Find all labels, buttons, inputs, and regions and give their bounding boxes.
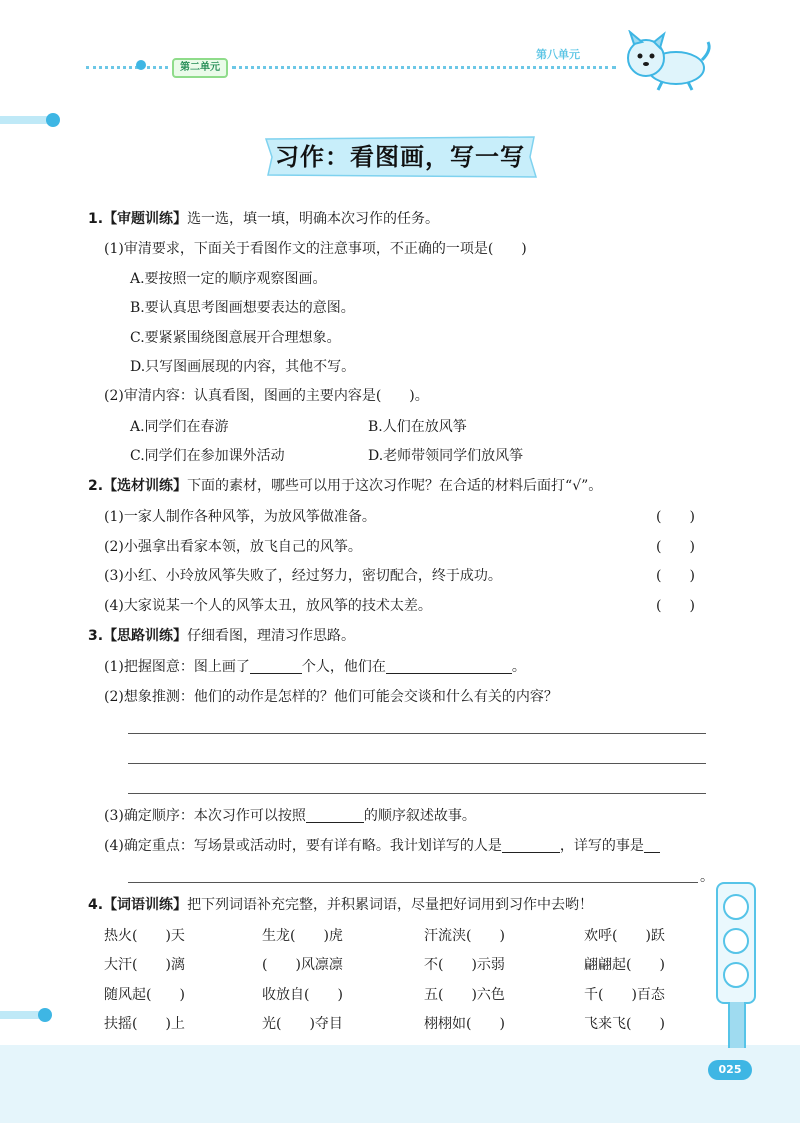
- dog-mascot-icon: [618, 30, 714, 94]
- idiom-item[interactable]: 翩翩起( ): [584, 957, 665, 973]
- q2-text: 下面的素材，哪些可以用于这次习作呢？在合适的材料后面打“√”。: [187, 478, 603, 494]
- q2-number: 2.: [88, 478, 104, 494]
- traffic-light-lamp-icon: [723, 928, 749, 954]
- header-dotted-line: [232, 66, 616, 69]
- q4-tag: 【词语训练】: [103, 897, 188, 913]
- traffic-light-lamp-icon: [723, 894, 749, 920]
- idiom-item[interactable]: 飞来飞( ): [584, 1016, 665, 1032]
- q3-sub3-part-a: (3)确定顺序：本次习作可以按照: [104, 808, 306, 824]
- blank-detailed-event[interactable]: [644, 838, 660, 853]
- q2-heading: [88, 476, 602, 496]
- idiom-item[interactable]: 千( )百态: [584, 987, 665, 1003]
- page-title: 习作：看图画，写一写: [275, 143, 525, 171]
- q3-sub4-part-b: ，详写的事是: [559, 838, 644, 854]
- idiom-item[interactable]: 生龙( )虎: [262, 928, 343, 944]
- q3-heading: [88, 626, 355, 646]
- q3-sub1: [104, 657, 526, 677]
- q3-sub3-part-b: 的顺序叙述故事。: [363, 808, 476, 824]
- q2-item-3: (3)小红、小玲放风筝失败了，经过努力，密切配合，终于成功。: [104, 568, 502, 584]
- idiom-item[interactable]: 欢呼( )跃: [584, 928, 665, 944]
- q1-sub2-option-c: C.同学们在参加课外活动: [130, 448, 285, 464]
- left-deco-dot-icon: [38, 1008, 52, 1022]
- writing-line[interactable]: [128, 793, 706, 794]
- q1-sub2-option-b: B.人们在放风筝: [368, 419, 467, 435]
- blank-activity[interactable]: [386, 659, 512, 674]
- unit-badge-left: 第二单元: [172, 58, 228, 78]
- q3-tag: 【思路训练】: [103, 628, 188, 644]
- traffic-light-pole: [728, 1002, 746, 1048]
- q4-heading: [88, 895, 593, 915]
- q1-sub2-option-d: D.老师带领同学们放风筝: [368, 448, 524, 464]
- q3-number: 3.: [88, 628, 104, 644]
- q2-item-1: (1)一家人制作各种风筝，为放风筝做准备。: [104, 509, 376, 525]
- q1-text: 选一选，填一填，明确本次习作的任务。: [187, 211, 440, 227]
- header-dot-icon: [136, 60, 146, 70]
- q3-sub4-end: 。: [700, 869, 714, 885]
- left-deco-bar: [0, 116, 52, 124]
- page-number: 025: [708, 1060, 752, 1080]
- traffic-light-icon: [716, 882, 756, 1004]
- idiom-item[interactable]: 不( )示弱: [424, 957, 505, 973]
- writing-line[interactable]: [128, 882, 698, 883]
- q4-text: 把下列词语补充完整，并积累词语，尽量把好词用到习作中去哟！: [187, 897, 594, 913]
- q1-number: 1.: [88, 211, 104, 227]
- q2-tag: 【选材训练】: [103, 478, 188, 494]
- blank-order[interactable]: [306, 808, 364, 823]
- idiom-item[interactable]: 光( )夺目: [262, 1016, 343, 1032]
- blank-people-count[interactable]: [250, 659, 302, 674]
- q2-answer-paren-3[interactable]: ( ): [656, 568, 695, 584]
- header-dotted-line: [86, 66, 168, 69]
- q1-sub1-option-c: C.要紧紧围绕图意展开合理想象。: [130, 330, 341, 346]
- q3-sub1-part-c: 。: [511, 659, 526, 675]
- q3-sub4-part-a: (4)确定重点：写场景或活动时，要有详有略。我计划详写的人是: [104, 838, 502, 854]
- q1-sub1-option-b: B.要认真思考图画想要表达的意图。: [130, 300, 355, 316]
- bottom-band: [0, 1045, 800, 1123]
- q2-answer-paren-2[interactable]: ( ): [656, 539, 695, 555]
- q1-tag: 【审题训练】: [103, 211, 188, 227]
- left-deco-dot-icon: [46, 113, 60, 127]
- q3-sub2: (2)想象推测：他们的动作是怎样的？他们可能会交谈和什么有关的内容？: [104, 689, 558, 705]
- unit-label-right: 第八单元: [536, 48, 580, 61]
- idiom-item[interactable]: 热火( )天: [104, 928, 185, 944]
- q3-sub3: [104, 806, 476, 826]
- q3-sub1-part-a: (1)把握图意：图上画了: [104, 659, 250, 675]
- q1-sub1: (1)审清要求，下面关于看图作文的注意事项，不正确的一项是( ): [104, 241, 527, 257]
- writing-line[interactable]: [128, 733, 706, 734]
- q2-item-2: (2)小强拿出看家本领，放飞自己的风筝。: [104, 539, 362, 555]
- q1-sub1-option-d: D.只写图画展现的内容，其他不写。: [130, 359, 356, 375]
- q1-sub1-option-a: A.要按照一定的顺序观察图画。: [130, 271, 327, 287]
- q1-sub2: (2)审清内容：认真看图，图画的主要内容是( )。: [104, 388, 429, 404]
- idiom-item[interactable]: 收放自( ): [262, 987, 343, 1003]
- q3-sub1-part-b: 个人，他们在: [301, 659, 386, 675]
- blank-detailed-person[interactable]: [502, 838, 560, 853]
- idiom-item[interactable]: 扶摇( )上: [104, 1016, 185, 1032]
- q1-sub2-option-a: A.同学们在春游: [130, 419, 229, 435]
- idiom-item[interactable]: 随风起( ): [104, 987, 185, 1003]
- q3-sub4: [104, 836, 660, 856]
- traffic-light-lamp-icon: [723, 962, 749, 988]
- idiom-item[interactable]: ( )风凛凛: [262, 957, 343, 973]
- q2-answer-paren-1[interactable]: ( ): [656, 509, 695, 525]
- q3-text: 仔细看图，理清习作思路。: [187, 628, 356, 644]
- idiom-item[interactable]: 大汗( )漓: [104, 957, 185, 973]
- idiom-item[interactable]: 五( )六色: [424, 987, 505, 1003]
- q4-number: 4.: [88, 897, 104, 913]
- idiom-item[interactable]: 栩栩如( ): [424, 1016, 505, 1032]
- writing-line[interactable]: [128, 763, 706, 764]
- q2-item-4: (4)大家说某一个人的风筝太丑，放风筝的技术太差。: [104, 598, 432, 614]
- idiom-item[interactable]: 汗流浃( ): [424, 928, 505, 944]
- q2-answer-paren-4[interactable]: ( ): [656, 598, 695, 614]
- q1-heading: [88, 209, 439, 229]
